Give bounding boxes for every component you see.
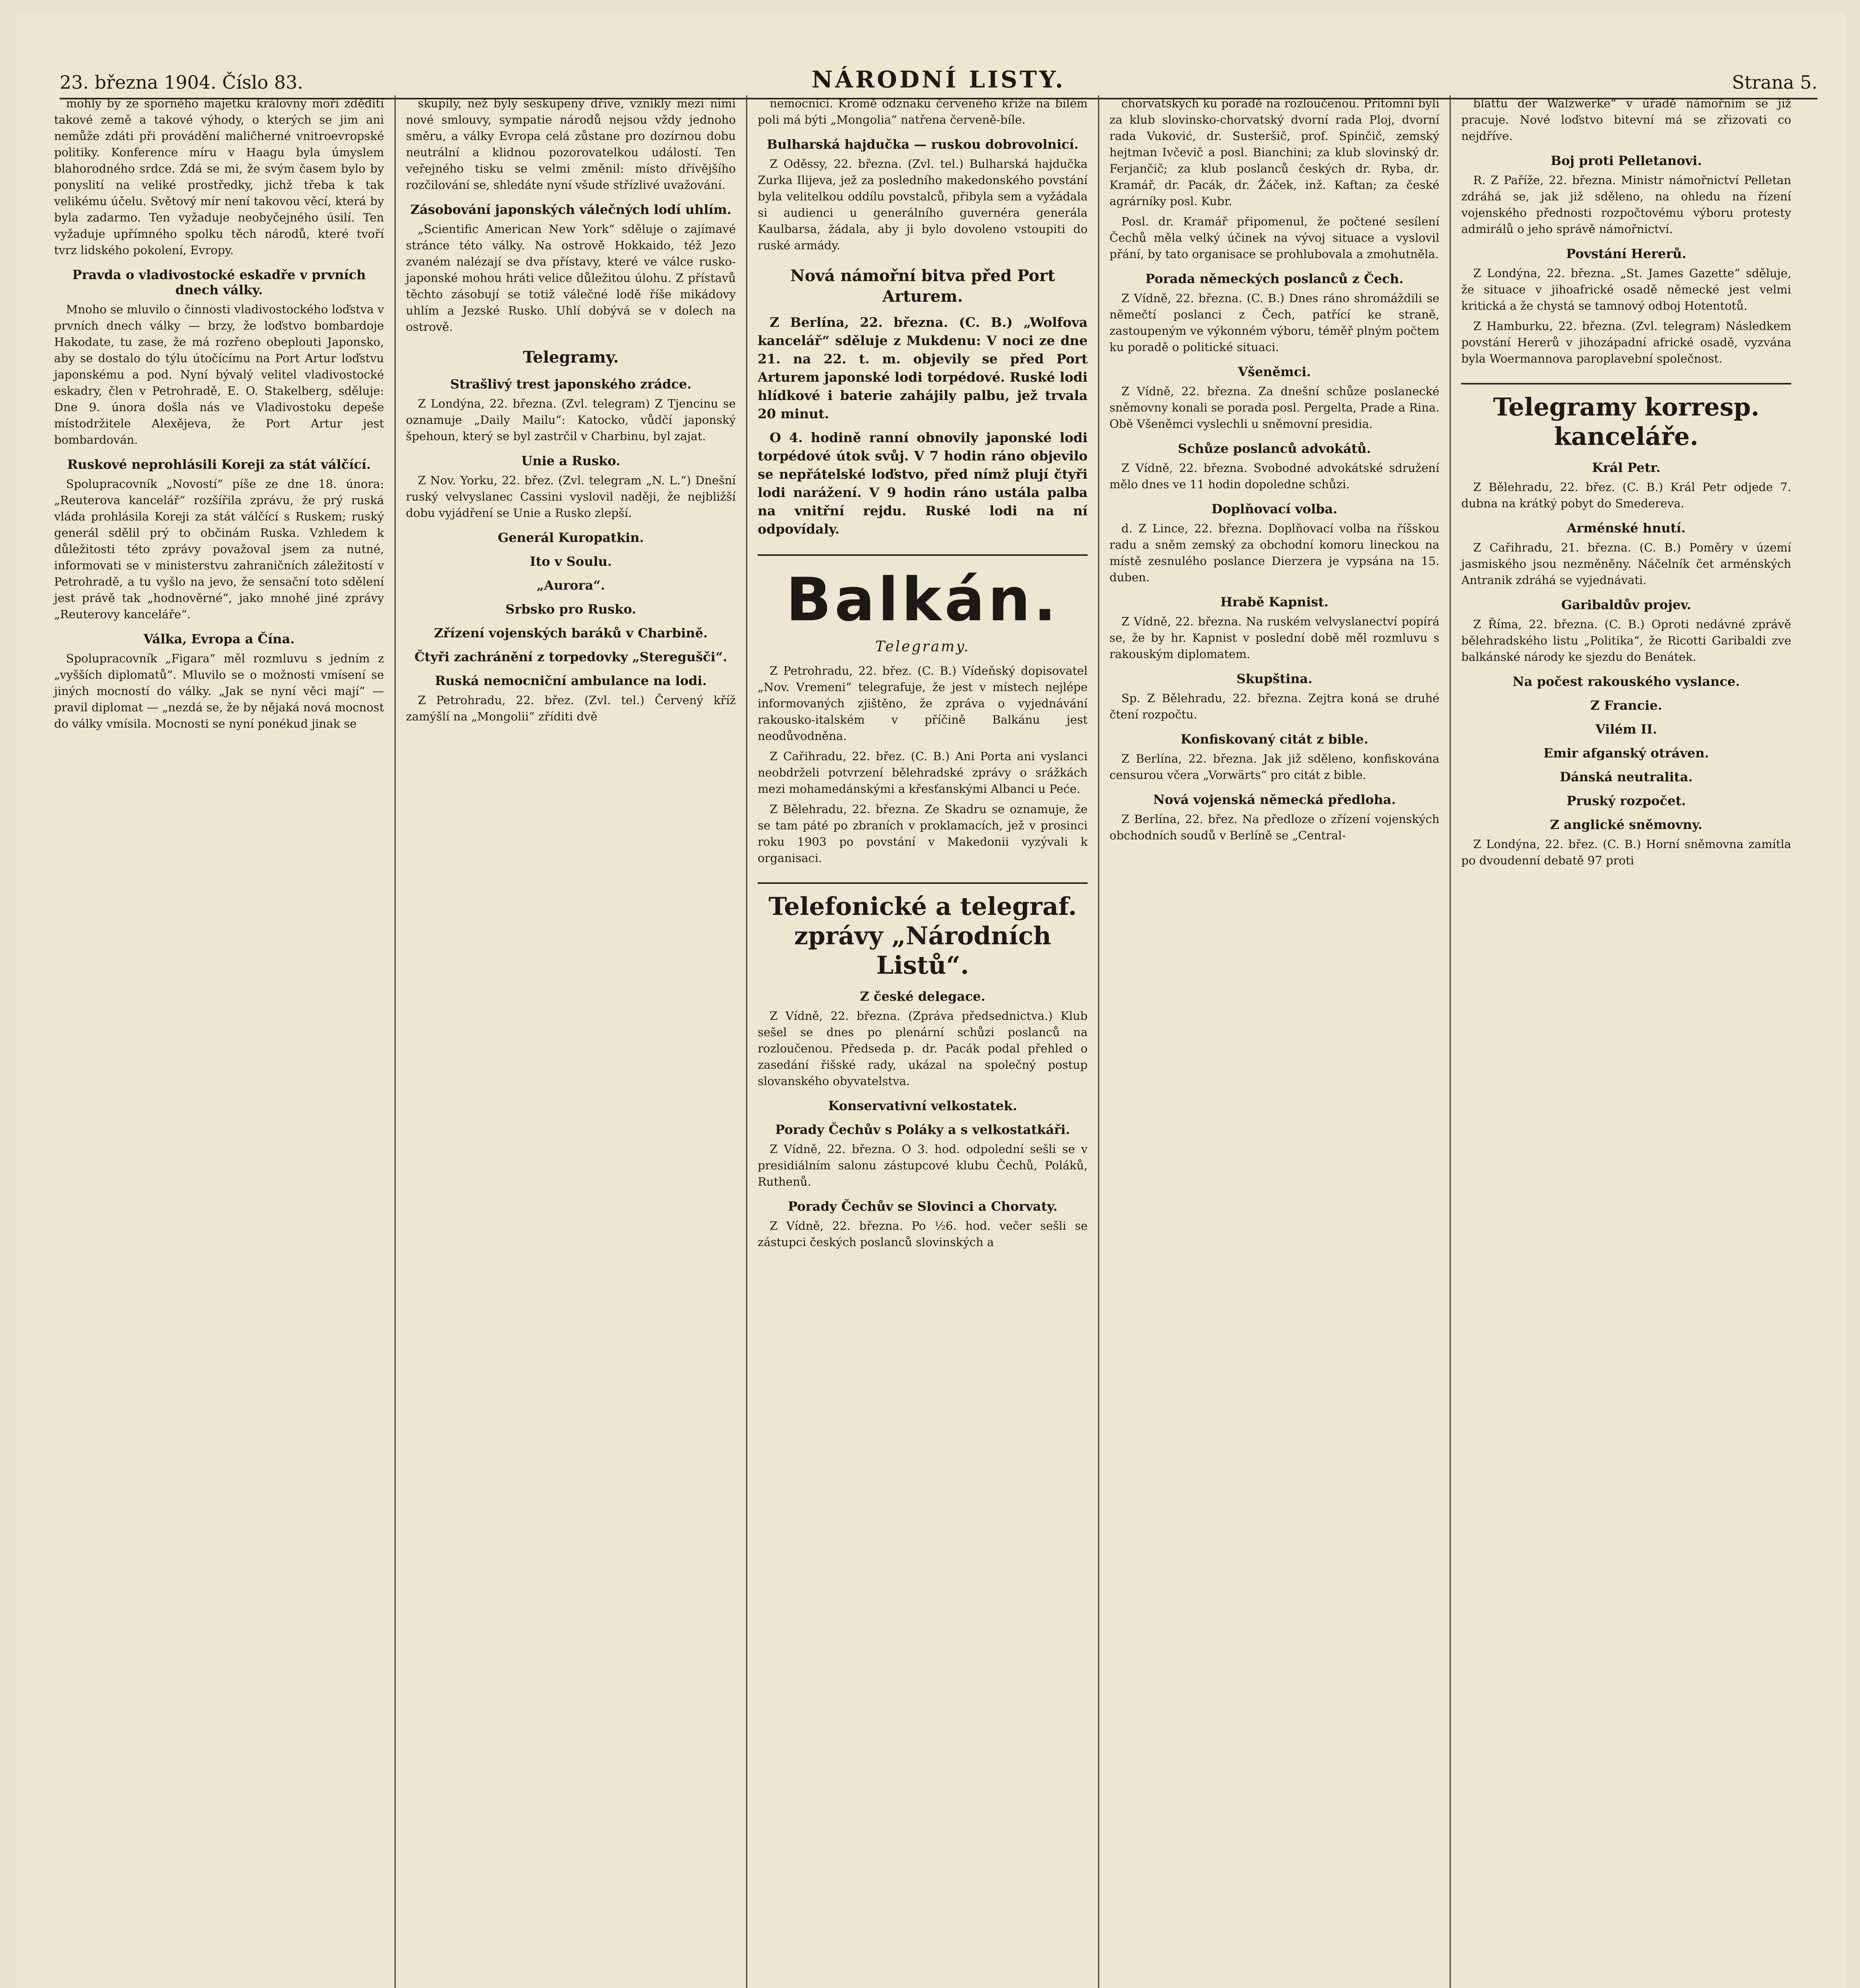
article-heading: Král Petr. <box>1592 460 1661 475</box>
article-text-bold: Z Berlína, 22. března. (C. B.) „Wolfova kancelář“ sděluje z Mukdenu: V noci ze dne 21. na 22. t. m. objevily se před Port Arturem japonské lodi torpédové. Ruské lodi hlídkové i baterie zahájily palbu, jež trvala 20 minut. <box>758 315 1088 421</box>
section-title-balkan: Balkán. <box>758 554 1088 635</box>
article-text: Z Oděssy, 22. března. (Zvl. tel.) Bulharská hajdučka Zurka Ilijeva, jež za posledního makedonského povstání byla velitelkou oddílu povstalců, přibyla sem a vyžádala si audienci u generálního guvernéra generála Kaulbarsa, žádala, aby ji bylo dovoleno vstoupiti do ruské armády. <box>758 157 1088 252</box>
article-heading: Nová vojenská německá předloha. <box>1153 792 1396 807</box>
article-heading: Ruskové neprohlásili Koreji za stát válčící. <box>67 457 371 472</box>
section-title-telephone-news: Telefonické a telegraf. zprávy „Národních Listů“. <box>758 882 1088 980</box>
article-heading: Povstání Hererů. <box>1566 246 1687 261</box>
article-text: Posl. dr. Kramář připomenul, že počtené sesílení Čechů měla velký účinek na vývoj situace a vyslovil přání, by tato organisace se prohlubovala a zmohutněla. <box>1109 215 1440 261</box>
column-2 <box>396 95 748 1988</box>
article-text: Z Londýna, 22. března. „St. James Gazette“ sděluje, že situace v jihoafrické osadě německé jest velmi kritická a že chystá se tamnový odboj Hotentotů. <box>1461 266 1791 313</box>
article-text: Z Londýna, 22. března. (Zvl. telegram) Z Tjencinu se oznamuje „Daily Mailu“: Katocko, vůdčí japonský špehoun, který se byl zastrčil v Charbinu, byl zajat. <box>406 397 736 443</box>
article-text: Z Cařihradu, 22. břez. (C. B.) Ani Porta ani vyslanci neobdrželi potvrzení bělehradské zprávy o srážkách mezi mohamedánskými a křesťanskými Albanci u Peće. <box>758 749 1088 796</box>
article-heading: Pruský rozpočet. <box>1567 793 1686 808</box>
article-text: Z Vídně, 22. března. Za dnešní schůze poslanecké sněmovny konali se porada posl. Pergelta, Prade a Rina. Obě Všeněmci vyslechli u sněmovní presidia. <box>1109 384 1440 431</box>
text-columns <box>44 95 1802 1988</box>
article-heading: Dánská neutralita. <box>1560 769 1693 784</box>
article-text: Z Říma, 22. března. (C. B.) Oproti nedávné zprávě bělehradského listu „Politika“, že Ricotti Garibaldi zve balkánské národy ke sjezdu do Benátek. <box>1461 617 1791 664</box>
article-text-bold: O 4. hodině ranní obnovily japonské lodi torpédové útok svůj. V 7 hodin ráno objevilo se nepřátelské loďstvo, před nímž plují čtyři lodi narážení. V 9 hodin ráno ustála palba na vnitřní rejdu. Ruské lodi na ní odpovídaly. <box>758 430 1088 537</box>
article-heading: Konservativní velkostatek. <box>828 1098 1017 1113</box>
article-heading: Na počest rakouského vyslance. <box>1512 674 1740 689</box>
article-text: R. Z Paříže, 22. března. Ministr námořnictví Pelletan zdráhá se, jak již sděleno, na ohledu na řízení vojenského přednosti rozpočtovému výboru protesty admirálů o jeho správě námořnictví. <box>1461 173 1791 236</box>
article-text: Z Vídně, 22. března. (C. B.) Dnes ráno shromáždili se němečtí poslanci z Čech, patřící ke straně, zastoupeným ve výkonném výboru, téměř plným počtem ku poradě o politické situaci. <box>1109 291 1440 354</box>
article-text: chorvatských ku poradě na rozloučenou. Přítomni byli za klub slovinsko-chorvatský dvorní rada Ploj, dvorní rada Vuković, dr. Susteršič, prof. Spinčič, zemský hejtman Ivčevič a posl. Bianchini; za klub slovinský dr. Ferjančič; za klub poslanců českých dr. Ryba, dr. Kramář, dr. Pacák, dr. Žáček, inž. Kaftan; za české agrárníky posl. Kubr. <box>1109 97 1440 208</box>
article-heading: Ito v Soulu. <box>530 554 612 569</box>
article-heading: Konfiskovaný citát z bible. <box>1180 732 1368 747</box>
article-heading: Strašlivý trest japonského zrádce. <box>450 377 692 392</box>
article-text: Z Vídně, 22. března. Po ½6. hod. večer sešli se zástupci českých poslanců slovinských a <box>758 1219 1088 1249</box>
article-heading: Generál Kuropatkin. <box>498 530 644 545</box>
article-heading: Bulharská hajdučka — ruskou dobrovolnicí. <box>767 137 1079 152</box>
article-heading: Zásobování japonských válečných lodí uhlím. <box>410 202 731 217</box>
article-heading: Schůze poslanců advokátů. <box>1178 441 1371 456</box>
article-text: Z Petrohradu, 22. břez. (Zvl. tel.) Červený kříž zamýšlí na „Mongolii“ zříditi dvě <box>406 693 736 723</box>
newspaper-title: NÁRODNÍ LISTY. <box>811 66 1066 93</box>
article-heading: Doplňovací volba. <box>1211 501 1337 516</box>
article-heading: „Aurora“. <box>536 578 605 593</box>
article-text: Z Vídně, 22. března. Na ruském velvyslanectví popírá se, že by hr. Kapnist v poslední době měl rozmluvu s rakouským diplomatem. <box>1109 615 1440 661</box>
article-heading: Unie a Rusko. <box>521 453 620 468</box>
article-heading: Garibaldův projev. <box>1561 597 1691 612</box>
article-heading: Zřízení vojenských baráků v Charbině. <box>434 625 708 641</box>
page-number: Strana 5. <box>1732 72 1817 93</box>
article-text: Z Berlína, 22. března. Jak již sděleno, konfiskována censurou včera „Vorwärts“ pro citát z bible. <box>1109 752 1440 782</box>
section-subtitle: Telegramy. <box>875 639 970 655</box>
article-heading: Porady Čechův s Poláky a s velkostatkáři. <box>775 1122 1070 1137</box>
article-heading: Z české delegace. <box>860 989 985 1004</box>
article-text: Z Vídně, 22. března. Svobodné advokátské sdružení mělo dnes ve 11 hodin dopoledne schůzi. <box>1109 461 1440 491</box>
article-text: nemocnici. Kromě odznaku červeného kříže na bílém poli má býti „Mongolia“ natřena červeně-bíle. <box>758 97 1088 126</box>
article-text: d. Z Lince, 22. března. Doplňovací volba na říšskou radu a sněm zemský za obchodní komoru lineckou na místě zesnulého poslance Dierzera je vypsána na 15. duben. <box>1109 522 1440 584</box>
article-text: „Scientific American New York“ sděluje o zajímavé stránce této války. Na ostrově Hokkaido, též Jezo zvaném nalézají se dva přístavy, které ve válce rusko-japonské mohou hráti velice důležitou úlohu. Z přístavů těchto zásobují se totiž válečné lodě říše mikádovy uhlím a Jezské Rusko. Uhlí dobývá se v dolech na ostrově. <box>406 222 736 334</box>
column-4 <box>1099 95 1451 1988</box>
article-text: Z Petrohradu, 22. břez. (C. B.) Vídeňský dopisovatel „Nov. Vremeni“ telegrafuje, že jest v místech nejlépe informovaných zjištěno, že zpráva o vyjednávání rakousko-italském v příčině Balkánu jest neodůvodněna. <box>758 664 1088 743</box>
article-heading: Hrabě Kapnist. <box>1220 594 1329 610</box>
article-text: Z Berlína, 22. břez. Na předloze o zřízení vojenských obchodních soudů v Berlíně se „Central- <box>1109 812 1440 842</box>
article-heading: Z Francie. <box>1590 698 1662 713</box>
article-heading: Z anglické sněmovny. <box>1550 817 1703 832</box>
article-heading: Ruská nemocniční ambulance na lodi. <box>435 673 707 688</box>
masthead <box>60 64 1817 99</box>
headline: Nová námořní bitva před Port Arturem. <box>790 266 1055 306</box>
column-5 <box>1451 95 1802 1988</box>
article-heading: Emir afganský otráven. <box>1543 746 1709 761</box>
article-text: Z Nov. Yorku, 22. břez. (Zvl. telegram „N. L.“) Dnešní ruský velvyslanec Cassini vyslovil naději, že nejbližší dobu vyjádření se Unie a Rusko zlepší. <box>406 474 736 520</box>
article-heading: Vilém II. <box>1595 722 1657 737</box>
section-heading: Telegramy. <box>523 348 619 367</box>
column-3 <box>747 95 1099 1988</box>
article-heading: Porady Čechův se Slovinci a Chorvaty. <box>788 1199 1057 1214</box>
column-1 <box>44 95 396 1988</box>
article-heading: Srbsko pro Rusko. <box>505 602 636 617</box>
article-text: Sp. Z Bělehradu, 22. března. Zejtra koná se druhé čtení rozpočtu. <box>1109 691 1440 721</box>
article-text: Z Bělehradu, 22. břez. (C. B.) Král Petr odjede 7. dubna na krátký pobyt do Smedereva. <box>1461 480 1791 510</box>
article-text: mohly by ze sporného majetku královny moří zdědití takové země a takové výhody, o kterých se jim ani nemůže zdáti při provádění maličherné vnitroevropské politiky. Konference míru v Haagu byla úmyslem blahorodného srdce. Zdá se mi, že svým časem bylo by ponyslití na veliké prostředky, jichž třeba k tak velikému účelu. Světový mír není takovou věcí, která by byla zadarmo. Ten vyžaduje neobyčejného úsilí. Ten vyžaduje upřímného spolku těch národů, které tvoří tvrz lidského pokolení, Evropy. <box>54 97 384 257</box>
article-text: Spolupracovník „Novostí“ píše ze dne 18. února: „Reuterova kancelář“ rozšířila zprávu, že prý ruská vláda prohlásila Koreji za stát válčící s Ruskem; ruský generál sdělil prý to občinám Ruska. Vzhledem k důležitosti této zprávy považoval jsem za nutné, informovati se v ministerstvu zahraničních záležitostí v Petrohradě, a tu vyšlo na jevo, že sensační toto sdělení jest právě tak „hodnověrné“, jako mnohé jiné zprávy „Reuterovy kanceláře“. <box>54 477 384 621</box>
article-text: Z Hamburku, 22. března. (Zvl. telegram) Následkem povstání Hererů v jihozápadní africké osadě, vyzvána byla Woermannova paroplavební společnost. <box>1461 319 1791 365</box>
article-text: Z Vídně, 22. března. O 3. hod. odpolední sešli se v presidiálním salonu zástupcové klubu Čechů, Poláků, Ruthenů. <box>758 1142 1088 1188</box>
article-text: Z Cařihradu, 21. března. (C. B.) Poměry v území jasmiského jsou nezměněny. Náčelník čet arménských Antranik zdráhá se vyjednávati. <box>1461 541 1791 587</box>
section-title-telegrams: Telegramy korresp. kanceláře. <box>1461 383 1791 451</box>
article-text: skupily, než byly seskupeny dříve, vznikly mezi nimi nové smlouvy, sympatie národů nejsou vždy jednoho směru, a války Evropa celá zůstane pro dozírnou dobu neutrální a klidnou pozorovatelkou událostí. Ten veřejného tisku se velmi změnil: místo dřívějšího rozčilování se, shledáte nyní všude střízlivé uvažování. <box>406 97 736 192</box>
article-heading: Boj proti Pelletanovi. <box>1551 153 1702 168</box>
issue-date: 23. března 1904. Číslo 83. <box>60 72 303 93</box>
article-heading: Skupština. <box>1236 671 1313 686</box>
article-text: Z Vídně, 22. března. (Zpráva předsednictva.) Klub sešel se dnes po plenární schůzi poslanců na rozloučenou. Předseda p. dr. Pacák podal přehled o zasedání řišské rady, ukázal na společný postup slovanského obyvatelstva. <box>758 1009 1088 1088</box>
article-heading: Čtyři zachránění z torpedovky „Steregušči“. <box>414 649 727 664</box>
article-heading: Arménské hnutí. <box>1567 520 1686 536</box>
article-heading: Pravda o vladivostocké eskadře v prvních dnech války. <box>72 267 366 297</box>
article-text: blattu der Walzwerke“ v úřadě námořním se již pracuje. Nové loďstvo bitevní má se zřizovati co nejdříve. <box>1461 97 1791 143</box>
article-text: Spolupracovník „Figara“ měl rozmluvu s jedním z „vyšších diplomatů“. Mluvilo se o možnosti vmísení se jiných mocností do války. „Jak se nyní věci mají“ — pravil diplomat — „nezdá se, že by nějaká nová mocnost do války vmísila. Mocnosti se nyní ponékud jinak se <box>54 652 384 730</box>
article-heading: Všeněmci. <box>1238 364 1311 379</box>
article-text: Z Bělehradu, 22. března. Ze Skadru se oznamuje, že se tam páté po zbraních v proklamacích, jež v prosinci roku 1903 po povstání v Makedonii vyzývali k organisaci. <box>758 802 1088 865</box>
article-heading: Porada německých poslanců z Čech. <box>1145 271 1404 286</box>
article-text: Z Londýna, 22. břez. (C. B.) Horní sněmovna zamítla po dvoudenní debatě 97 proti <box>1461 837 1791 867</box>
article-text: Mnoho se mluvilo o činnosti vladivostockého loďstva v prvních dnech války — brzy, že loďstvo bombardoje Hakodate, tu zase, že má rozřeno obeplouti Japonsko, aby se dostalo do týlu útočícímu na Port Artur loďstvu japonskému a pod. Nyní bývalý velitel vladivostocké eskadry, člen v Petrohradě, E. O. Stakelberg, sděluje: Dne 9. února došla nás ve Vladivostoku depeše místodržitele Alexějeva, že Port Artur jest bombardován. <box>54 303 384 447</box>
article-heading: Válka, Evropa a Čína. <box>143 631 295 646</box>
